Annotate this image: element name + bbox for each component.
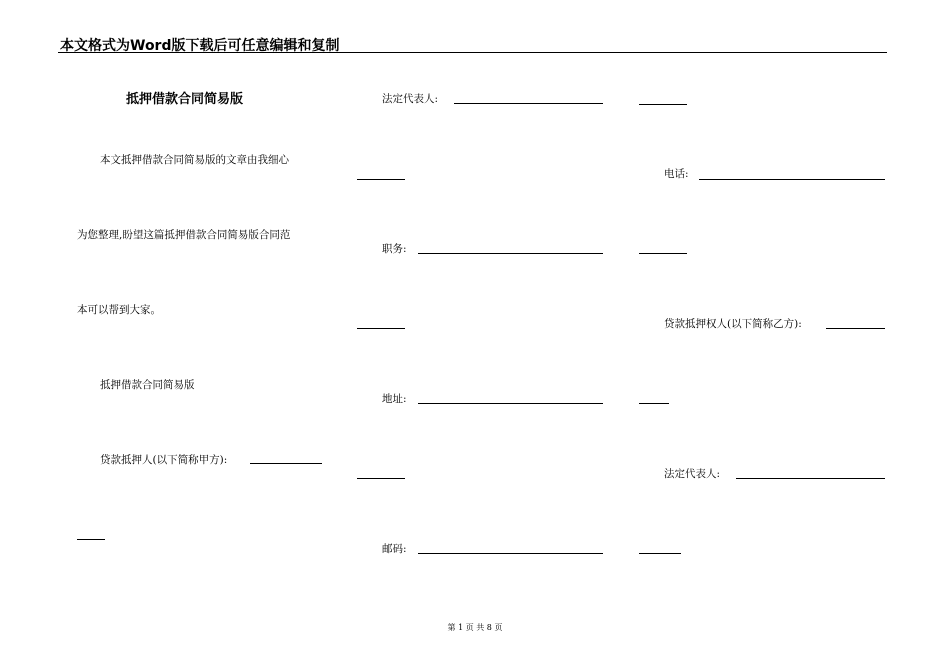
- party-a-label: 贷款抵押人(以下简称甲方):: [100, 454, 228, 466]
- page-number: 第 1 页 共 8 页: [447, 623, 503, 632]
- contract-subtitle: 抵押借款合同简易版: [100, 379, 195, 391]
- right-blank-1: [639, 104, 687, 105]
- phone-label: 电话:: [664, 168, 689, 180]
- address-label: 地址:: [382, 393, 407, 405]
- position-label: 职务:: [382, 243, 407, 255]
- position-blank: [418, 253, 603, 254]
- party-a-blank-continued: [77, 539, 105, 540]
- party-b-blank-continued: [639, 403, 669, 404]
- right-legal-rep-blank: [736, 478, 885, 479]
- middle-blank-3: [357, 478, 405, 479]
- party-a-blank: [250, 463, 322, 464]
- phone-blank: [699, 179, 885, 180]
- intro-line-1: 本文抵押借款合同简易版的文章由我细心: [100, 154, 289, 166]
- postcode-blank: [418, 553, 603, 554]
- document-header: 本文格式为Word版下载后可任意编辑和复制: [60, 38, 340, 54]
- middle-blank-2: [357, 328, 405, 329]
- intro-line-2: 为您整理,盼望这篇抵押借款合同简易版合同范: [77, 229, 291, 241]
- document-title: 抵押借款合同简易版: [126, 92, 244, 107]
- address-blank: [418, 403, 603, 404]
- right-legal-rep-label: 法定代表人:: [664, 468, 721, 480]
- middle-blank-1: [357, 179, 405, 180]
- intro-line-3: 本可以帮到大家。: [77, 304, 161, 316]
- postcode-label: 邮码:: [382, 543, 407, 555]
- header-divider: [58, 52, 887, 53]
- middle-legal-rep-label: 法定代表人:: [382, 93, 439, 105]
- party-b-blank: [826, 328, 885, 329]
- right-blank-3: [639, 553, 681, 554]
- party-b-label: 贷款抵押权人(以下简称乙方):: [664, 318, 802, 330]
- right-blank-2: [639, 253, 687, 254]
- middle-legal-rep-blank: [454, 103, 603, 104]
